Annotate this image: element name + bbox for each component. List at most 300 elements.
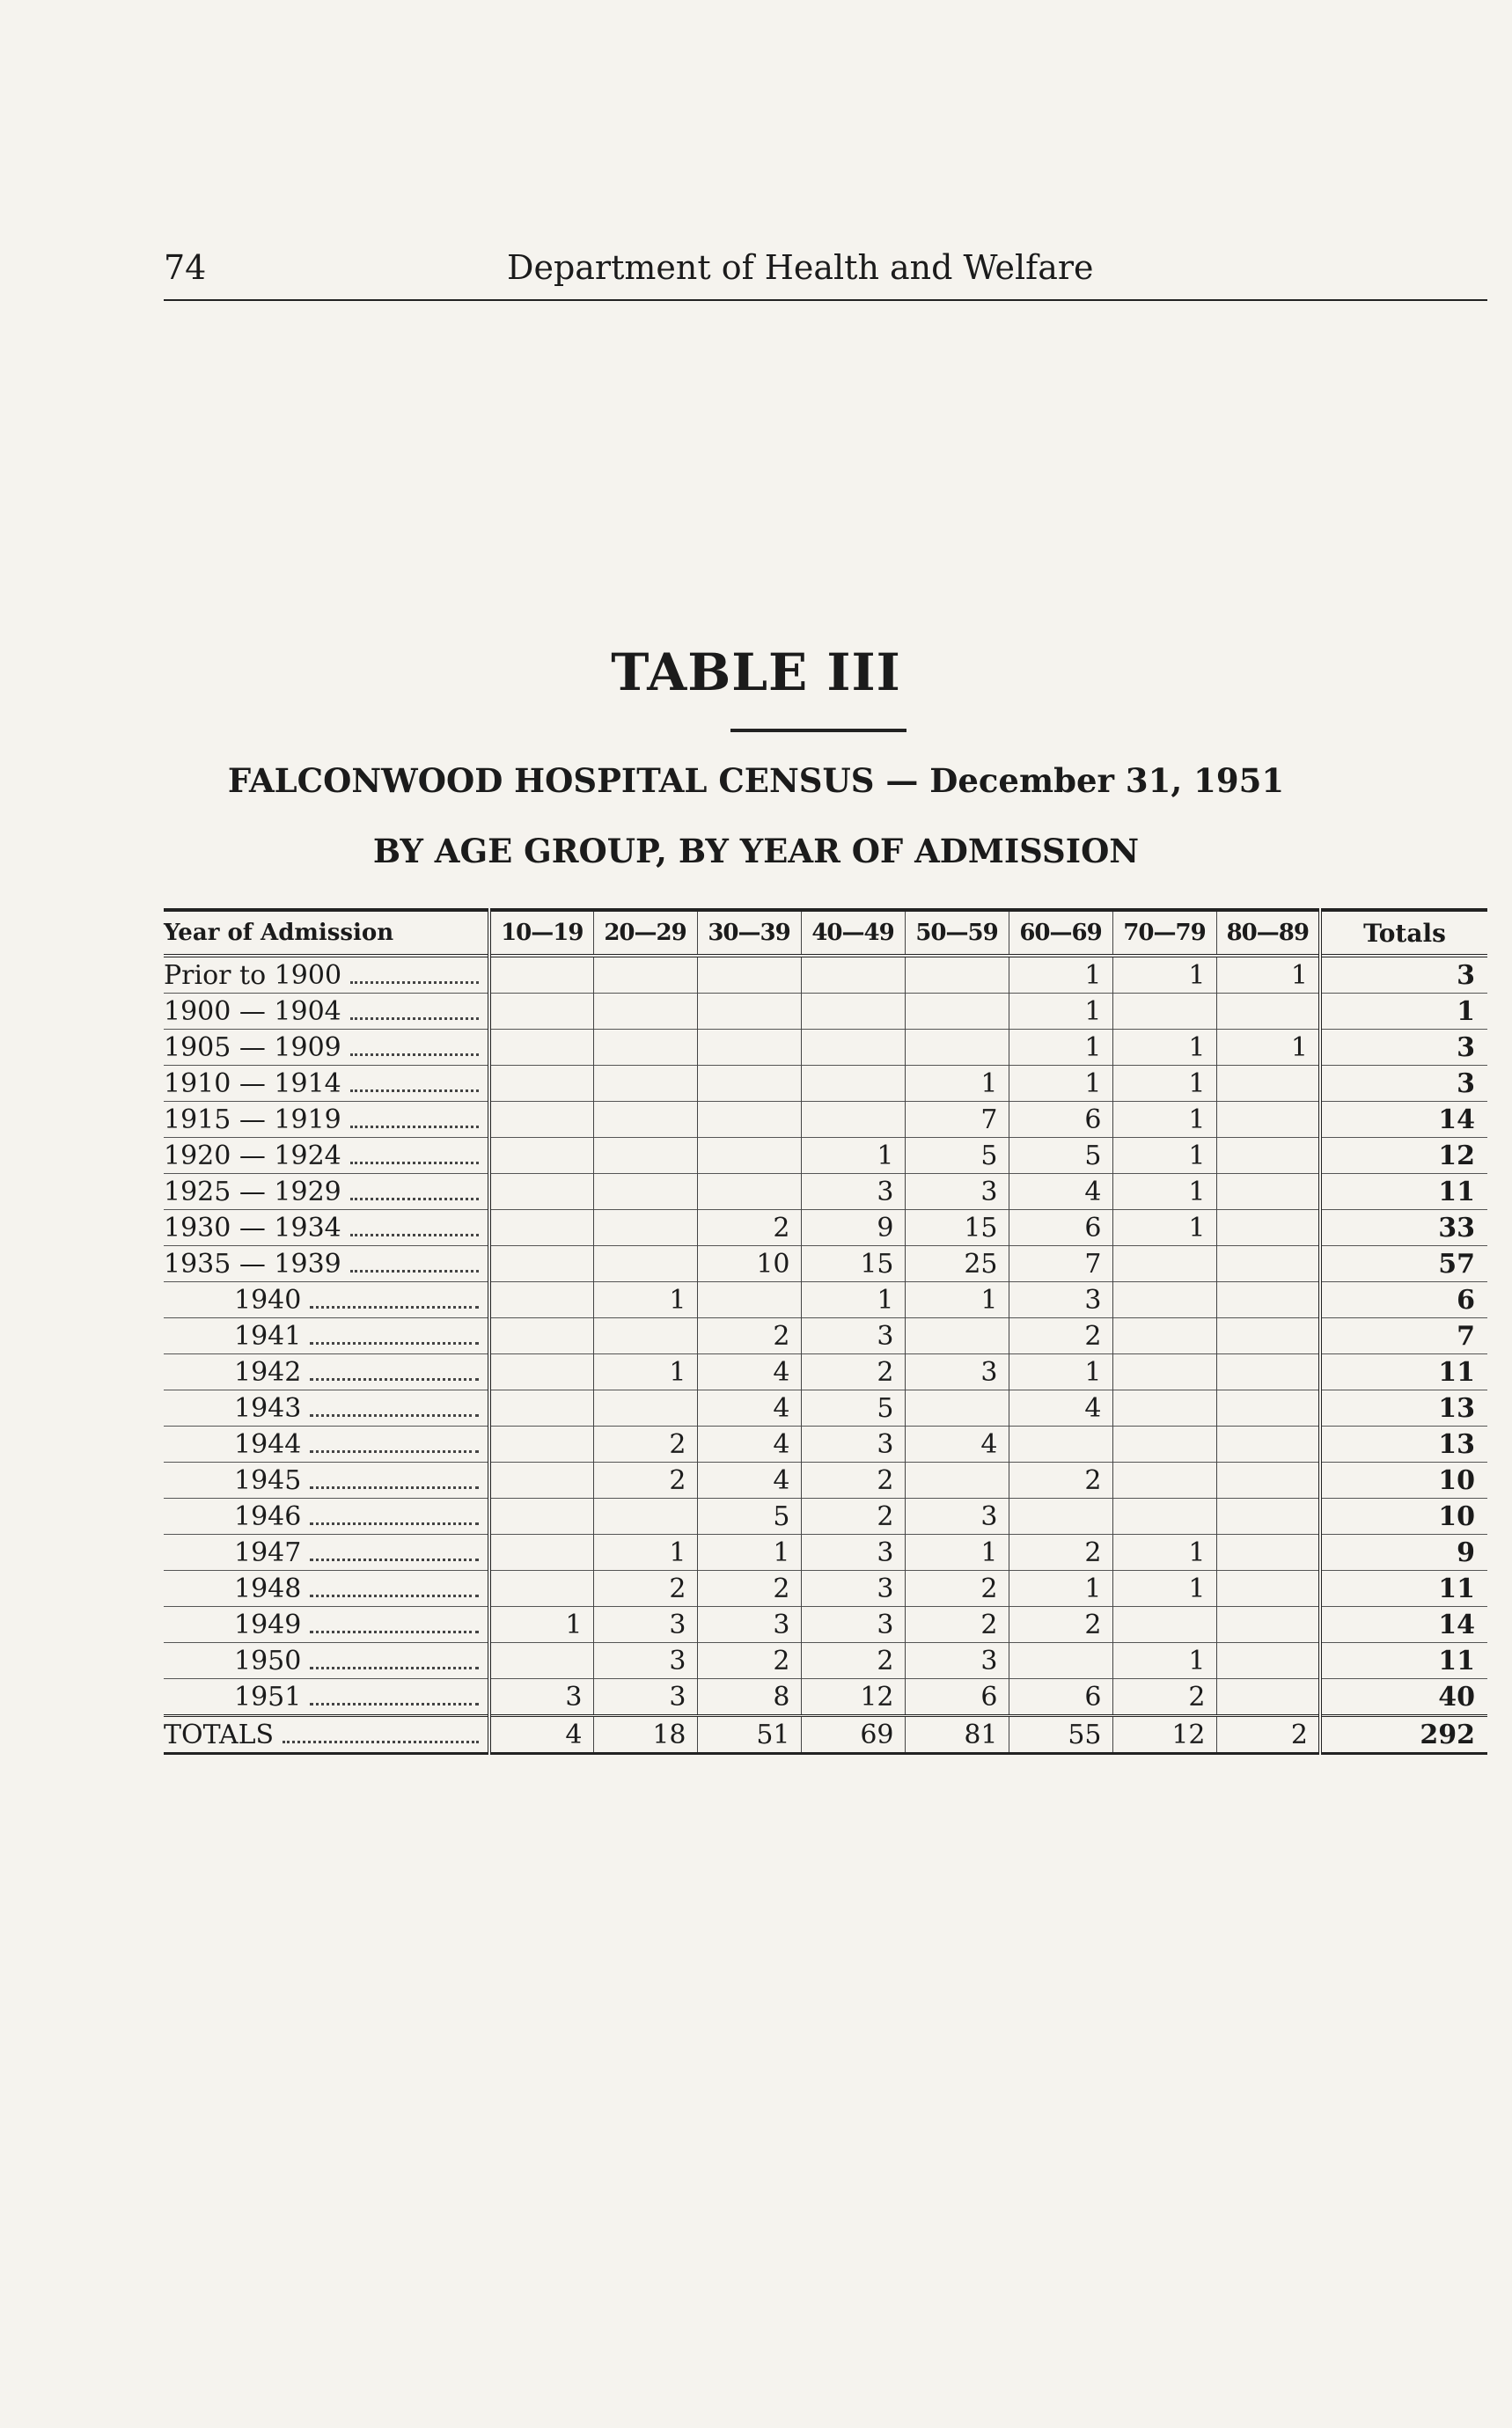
- dot-leader: [310, 1667, 479, 1669]
- dot-leader: [310, 1631, 479, 1633]
- age-cell: 3: [905, 1354, 1009, 1390]
- table-row: [164, 1102, 1487, 1138]
- census-table: [164, 908, 1487, 1755]
- dot-leader: [310, 1595, 479, 1597]
- dot-leader: [310, 1342, 479, 1345]
- dot-leader: [350, 1053, 479, 1056]
- age-cell: 2: [1009, 1318, 1112, 1354]
- dot-leader: [283, 1741, 479, 1743]
- age-cell: [1112, 994, 1216, 1030]
- dot-leader: [350, 981, 479, 984]
- age-cell: 7: [1009, 1246, 1112, 1282]
- age-cell: [1112, 1354, 1216, 1390]
- year-label: 1945: [234, 1464, 302, 1496]
- age-cell: 1: [905, 1066, 1009, 1102]
- row-total: 7: [1320, 1318, 1487, 1354]
- age-cell: [1216, 1535, 1320, 1571]
- age-cell: 2: [801, 1643, 905, 1679]
- age-cell: [1216, 1174, 1320, 1210]
- age-cell: [905, 956, 1009, 994]
- age-cell: [905, 1390, 1009, 1427]
- year-label: 1910 — 1914: [164, 1067, 341, 1099]
- table-row: [164, 1571, 1487, 1607]
- table-row: [164, 1499, 1487, 1535]
- year-cell: [164, 1138, 489, 1174]
- year-cell: [164, 1066, 489, 1102]
- age-cell: 2: [801, 1354, 905, 1390]
- age-cell: [1216, 994, 1320, 1030]
- dot-leader: [350, 1126, 479, 1128]
- age-cell: 3: [697, 1607, 801, 1643]
- table-row: [164, 1535, 1487, 1571]
- age-cell: 55: [1009, 1716, 1112, 1754]
- age-cell: [593, 1030, 697, 1066]
- age-cell: [1216, 1643, 1320, 1679]
- dot-leader: [310, 1450, 479, 1453]
- age-cell: [1216, 1354, 1320, 1390]
- age-cell: [1216, 1102, 1320, 1138]
- table-row: [164, 1282, 1487, 1318]
- age-cell: [489, 1427, 593, 1463]
- table-row: [164, 1427, 1487, 1463]
- age-cell: [1216, 1210, 1320, 1246]
- row-total: 12: [1320, 1138, 1487, 1174]
- age-cell: [1216, 1138, 1320, 1174]
- age-cell: [1216, 1679, 1320, 1716]
- age-cell: [593, 956, 697, 994]
- year-label: 1900 — 1904: [164, 995, 341, 1027]
- age-cell: [489, 1102, 593, 1138]
- row-total: 3: [1320, 1066, 1487, 1102]
- row-total: 3: [1320, 956, 1487, 994]
- age-cell: 3: [801, 1318, 905, 1354]
- year-label: 1950: [234, 1645, 302, 1676]
- age-cell: 69: [801, 1716, 905, 1754]
- age-cell: 18: [593, 1716, 697, 1754]
- row-total: 11: [1320, 1643, 1487, 1679]
- year-cell: [164, 1679, 489, 1716]
- age-cell: [1216, 1571, 1320, 1607]
- age-cell: 8: [697, 1679, 801, 1716]
- year-label: 1925 — 1929: [164, 1176, 341, 1207]
- age-cell: [801, 994, 905, 1030]
- age-cell: 5: [801, 1390, 905, 1427]
- age-cell: 3: [905, 1499, 1009, 1535]
- age-header: 20—29: [593, 910, 697, 956]
- table-row: [164, 1390, 1487, 1427]
- age-cell: [489, 1571, 593, 1607]
- age-cell: 3: [905, 1643, 1009, 1679]
- age-cell: 5: [697, 1499, 801, 1535]
- dot-leader: [310, 1378, 479, 1381]
- age-cell: [697, 1030, 801, 1066]
- year-cell: [164, 1499, 489, 1535]
- age-cell: [1112, 1427, 1216, 1463]
- table-row: [164, 1030, 1487, 1066]
- year-label: 1943: [234, 1392, 302, 1424]
- totals-row: [164, 1716, 1487, 1754]
- age-cell: 4: [697, 1354, 801, 1390]
- age-cell: 2: [697, 1318, 801, 1354]
- row-total: 11: [1320, 1354, 1487, 1390]
- year-label: 1942: [234, 1356, 302, 1388]
- year-cell: [164, 956, 489, 994]
- row-total: 292: [1320, 1716, 1487, 1754]
- age-cell: 2: [1216, 1716, 1320, 1754]
- age-cell: 1: [801, 1138, 905, 1174]
- year-label: 1949: [234, 1609, 302, 1640]
- age-cell: 1: [1112, 1210, 1216, 1246]
- age-cell: 1: [1112, 1535, 1216, 1571]
- age-cell: 25: [905, 1246, 1009, 1282]
- year-label: 1947: [234, 1537, 302, 1568]
- age-cell: [593, 1066, 697, 1102]
- year-label: 1944: [234, 1428, 302, 1460]
- year-cell: [164, 1716, 489, 1754]
- age-cell: 4: [905, 1427, 1009, 1463]
- age-cell: [1009, 1643, 1112, 1679]
- age-cell: [489, 1643, 593, 1679]
- age-cell: 3: [593, 1679, 697, 1716]
- age-cell: [1112, 1282, 1216, 1318]
- age-cell: [1112, 1499, 1216, 1535]
- row-total: 13: [1320, 1427, 1487, 1463]
- age-cell: 15: [801, 1246, 905, 1282]
- year-label: 1915 — 1919: [164, 1104, 341, 1135]
- age-cell: [593, 1499, 697, 1535]
- row-total: 1: [1320, 994, 1487, 1030]
- age-header: 50—59: [905, 910, 1009, 956]
- age-cell: 4: [697, 1427, 801, 1463]
- age-cell: 3: [593, 1643, 697, 1679]
- table-row: [164, 1354, 1487, 1390]
- year-cell: [164, 1282, 489, 1318]
- year-label: 1940: [234, 1284, 302, 1316]
- age-cell: [1216, 1499, 1320, 1535]
- age-cell: [489, 956, 593, 994]
- age-cell: [801, 1030, 905, 1066]
- age-cell: 3: [593, 1607, 697, 1643]
- age-cell: 3: [801, 1607, 905, 1643]
- age-cell: [697, 1102, 801, 1138]
- age-cell: [697, 1174, 801, 1210]
- age-cell: [593, 1390, 697, 1427]
- age-cell: 1: [1009, 1066, 1112, 1102]
- age-cell: 6: [905, 1679, 1009, 1716]
- age-cell: 5: [905, 1138, 1009, 1174]
- dot-leader: [350, 1234, 479, 1236]
- age-cell: [489, 1354, 593, 1390]
- age-cell: 12: [1112, 1716, 1216, 1754]
- age-cell: 3: [905, 1174, 1009, 1210]
- age-cell: [593, 994, 697, 1030]
- age-cell: 2: [905, 1607, 1009, 1643]
- year-cell: [164, 1354, 489, 1390]
- age-cell: 4: [697, 1463, 801, 1499]
- table-row: [164, 1246, 1487, 1282]
- dot-leader: [310, 1414, 479, 1417]
- age-cell: 1: [1009, 1354, 1112, 1390]
- dot-leader: [350, 1198, 479, 1200]
- age-cell: 1: [1009, 994, 1112, 1030]
- age-cell: [697, 956, 801, 994]
- age-cell: 3: [801, 1427, 905, 1463]
- age-cell: [593, 1138, 697, 1174]
- title-rule: [730, 729, 906, 732]
- age-cell: 15: [905, 1210, 1009, 1246]
- age-cell: 4: [489, 1716, 593, 1754]
- age-cell: [1216, 1318, 1320, 1354]
- age-cell: 1: [1009, 956, 1112, 994]
- dot-leader: [310, 1522, 479, 1525]
- age-cell: 7: [905, 1102, 1009, 1138]
- dot-leader: [350, 1162, 479, 1164]
- age-cell: [593, 1210, 697, 1246]
- age-cell: [593, 1318, 697, 1354]
- year-of-admission-header: Year of Admission: [164, 920, 394, 946]
- age-cell: [1216, 1607, 1320, 1643]
- age-header: 70—79: [1112, 910, 1216, 956]
- age-cell: 6: [1009, 1679, 1112, 1716]
- age-cell: 1: [801, 1282, 905, 1318]
- age-cell: 1: [593, 1282, 697, 1318]
- year-cell: [164, 1030, 489, 1066]
- age-cell: [1112, 1463, 1216, 1499]
- year-label: 1946: [234, 1500, 302, 1532]
- age-header: 80—89: [1216, 910, 1320, 956]
- age-cell: 2: [1009, 1607, 1112, 1643]
- age-cell: [1112, 1607, 1216, 1643]
- age-cell: 1: [1112, 1138, 1216, 1174]
- age-cell: [1216, 1246, 1320, 1282]
- dot-leader: [350, 1017, 479, 1020]
- age-cell: [1112, 1390, 1216, 1427]
- age-cell: 2: [697, 1210, 801, 1246]
- year-cell: [164, 1607, 489, 1643]
- age-cell: 1: [1112, 1102, 1216, 1138]
- table-row: [164, 1607, 1487, 1643]
- age-cell: 2: [593, 1463, 697, 1499]
- page-header: [164, 231, 1484, 301]
- census-body: [164, 956, 1487, 1754]
- table-row: [164, 1210, 1487, 1246]
- running-title: Department of Health and Welfare: [507, 248, 1094, 287]
- age-cell: [697, 994, 801, 1030]
- year-label: 1905 — 1909: [164, 1031, 341, 1063]
- age-cell: 1: [1112, 1174, 1216, 1210]
- age-cell: [489, 1535, 593, 1571]
- age-cell: [1112, 1318, 1216, 1354]
- table-title: TABLE III: [611, 642, 901, 702]
- row-total: 14: [1320, 1607, 1487, 1643]
- year-cell: [164, 1463, 489, 1499]
- age-cell: 2: [1009, 1535, 1112, 1571]
- age-cell: 81: [905, 1716, 1009, 1754]
- age-cell: 2: [1009, 1463, 1112, 1499]
- year-cell: [164, 1427, 489, 1463]
- table-row: [164, 956, 1487, 994]
- age-cell: [697, 1066, 801, 1102]
- table-row: [164, 1138, 1487, 1174]
- row-total: 10: [1320, 1463, 1487, 1499]
- age-cell: [801, 1102, 905, 1138]
- age-cell: 2: [593, 1571, 697, 1607]
- age-cell: [1009, 1499, 1112, 1535]
- age-cell: [1216, 1463, 1320, 1499]
- age-cell: [697, 1282, 801, 1318]
- row-total: 13: [1320, 1390, 1487, 1427]
- age-cell: [905, 1318, 1009, 1354]
- age-cell: 4: [1009, 1390, 1112, 1427]
- age-cell: 1: [1112, 956, 1216, 994]
- age-cell: [593, 1246, 697, 1282]
- dot-leader: [310, 1486, 479, 1489]
- row-total: 10: [1320, 1499, 1487, 1535]
- age-cell: 2: [801, 1499, 905, 1535]
- dot-leader: [310, 1703, 479, 1705]
- year-cell: [164, 1210, 489, 1246]
- age-cell: [489, 1210, 593, 1246]
- age-cell: 1: [1112, 1643, 1216, 1679]
- age-cell: 1: [1009, 1571, 1112, 1607]
- age-cell: 1: [1216, 1030, 1320, 1066]
- age-header: 40—49: [801, 910, 905, 956]
- table-row: [164, 1679, 1487, 1716]
- age-cell: 3: [1009, 1282, 1112, 1318]
- age-cell: [905, 1463, 1009, 1499]
- table-row: [164, 1174, 1487, 1210]
- age-cell: [1216, 1282, 1320, 1318]
- age-cell: 4: [697, 1390, 801, 1427]
- year-cell: [164, 994, 489, 1030]
- age-cell: 1: [1112, 1571, 1216, 1607]
- age-cell: 1: [1009, 1030, 1112, 1066]
- dot-leader: [350, 1270, 479, 1273]
- age-cell: [489, 1282, 593, 1318]
- row-total: 57: [1320, 1246, 1487, 1282]
- row-total: 9: [1320, 1535, 1487, 1571]
- row-total: 33: [1320, 1210, 1487, 1246]
- census-subtitle: FALCONWOOD HOSPITAL CENSUS — December 31, 1951: [227, 761, 1285, 800]
- age-cell: [1216, 1066, 1320, 1102]
- row-total: 6: [1320, 1282, 1487, 1318]
- age-cell: [593, 1174, 697, 1210]
- row-total: 11: [1320, 1571, 1487, 1607]
- age-cell: 1: [593, 1535, 697, 1571]
- row-total: 3: [1320, 1030, 1487, 1066]
- table-row: [164, 1643, 1487, 1679]
- age-cell: 2: [905, 1571, 1009, 1607]
- totals-header: Totals: [1320, 910, 1487, 956]
- dot-leader: [310, 1559, 479, 1561]
- year-label: TOTALS: [164, 1719, 275, 1750]
- year-label: 1920 — 1924: [164, 1140, 341, 1171]
- age-cell: 9: [801, 1210, 905, 1246]
- age-cell: [697, 1138, 801, 1174]
- row-total: 11: [1320, 1174, 1487, 1210]
- age-cell: [489, 994, 593, 1030]
- age-cell: 1: [697, 1535, 801, 1571]
- age-cell: 10: [697, 1246, 801, 1282]
- age-cell: 51: [697, 1716, 801, 1754]
- age-cell: 3: [801, 1535, 905, 1571]
- dot-leader: [310, 1306, 479, 1309]
- header-row: [164, 910, 1487, 956]
- age-cell: [1216, 1427, 1320, 1463]
- year-label: 1941: [234, 1320, 302, 1352]
- year-cell: [164, 1390, 489, 1427]
- table-row: [164, 1463, 1487, 1499]
- age-cell: 1: [1216, 956, 1320, 994]
- age-cell: [489, 1463, 593, 1499]
- age-cell: 3: [801, 1571, 905, 1607]
- age-header: 10—19: [489, 910, 593, 956]
- age-cell: 2: [697, 1643, 801, 1679]
- age-cell: [489, 1246, 593, 1282]
- age-cell: [489, 1174, 593, 1210]
- age-cell: [1112, 1246, 1216, 1282]
- age-cell: 4: [1009, 1174, 1112, 1210]
- year-cell: [164, 1571, 489, 1607]
- age-cell: 5: [1009, 1138, 1112, 1174]
- year-cell: [164, 1174, 489, 1210]
- age-cell: [801, 1066, 905, 1102]
- row-total: 14: [1320, 1102, 1487, 1138]
- age-cell: 2: [697, 1571, 801, 1607]
- age-cell: 1: [905, 1282, 1009, 1318]
- age-cell: 1: [593, 1354, 697, 1390]
- table-row: [164, 1318, 1487, 1354]
- table-row: [164, 1066, 1487, 1102]
- age-cell: 1: [1112, 1030, 1216, 1066]
- year-label: Prior to 1900: [164, 959, 342, 991]
- age-cell: [489, 1066, 593, 1102]
- year-cell: [164, 1643, 489, 1679]
- year-label: 1948: [234, 1573, 302, 1604]
- year-cell: [164, 1102, 489, 1138]
- age-cell: [489, 1138, 593, 1174]
- age-cell: 3: [801, 1174, 905, 1210]
- age-header: 30—39: [697, 910, 801, 956]
- dot-leader: [350, 1089, 479, 1092]
- age-cell: [489, 1390, 593, 1427]
- census-subtitle-2: BY AGE GROUP, BY YEAR OF ADMISSION: [372, 832, 1140, 870]
- page-number: 74: [164, 248, 207, 287]
- year-label: 1935 — 1939: [164, 1248, 341, 1280]
- age-cell: 1: [1112, 1066, 1216, 1102]
- age-cell: 1: [905, 1535, 1009, 1571]
- age-cell: [593, 1102, 697, 1138]
- age-cell: 3: [489, 1679, 593, 1716]
- age-cell: [1009, 1427, 1112, 1463]
- age-cell: 12: [801, 1679, 905, 1716]
- age-header: 60—69: [1009, 910, 1112, 956]
- age-cell: [489, 1499, 593, 1535]
- age-cell: 1: [489, 1607, 593, 1643]
- header-rule: [164, 299, 1487, 301]
- age-cell: [801, 956, 905, 994]
- age-cell: [905, 994, 1009, 1030]
- year-cell: [164, 1246, 489, 1282]
- age-cell: 2: [593, 1427, 697, 1463]
- row-total: 40: [1320, 1679, 1487, 1716]
- age-cell: [489, 1318, 593, 1354]
- age-cell: 2: [1112, 1679, 1216, 1716]
- age-cell: 6: [1009, 1210, 1112, 1246]
- age-cell: [1216, 1390, 1320, 1427]
- year-label: 1951: [234, 1681, 302, 1713]
- age-cell: 2: [801, 1463, 905, 1499]
